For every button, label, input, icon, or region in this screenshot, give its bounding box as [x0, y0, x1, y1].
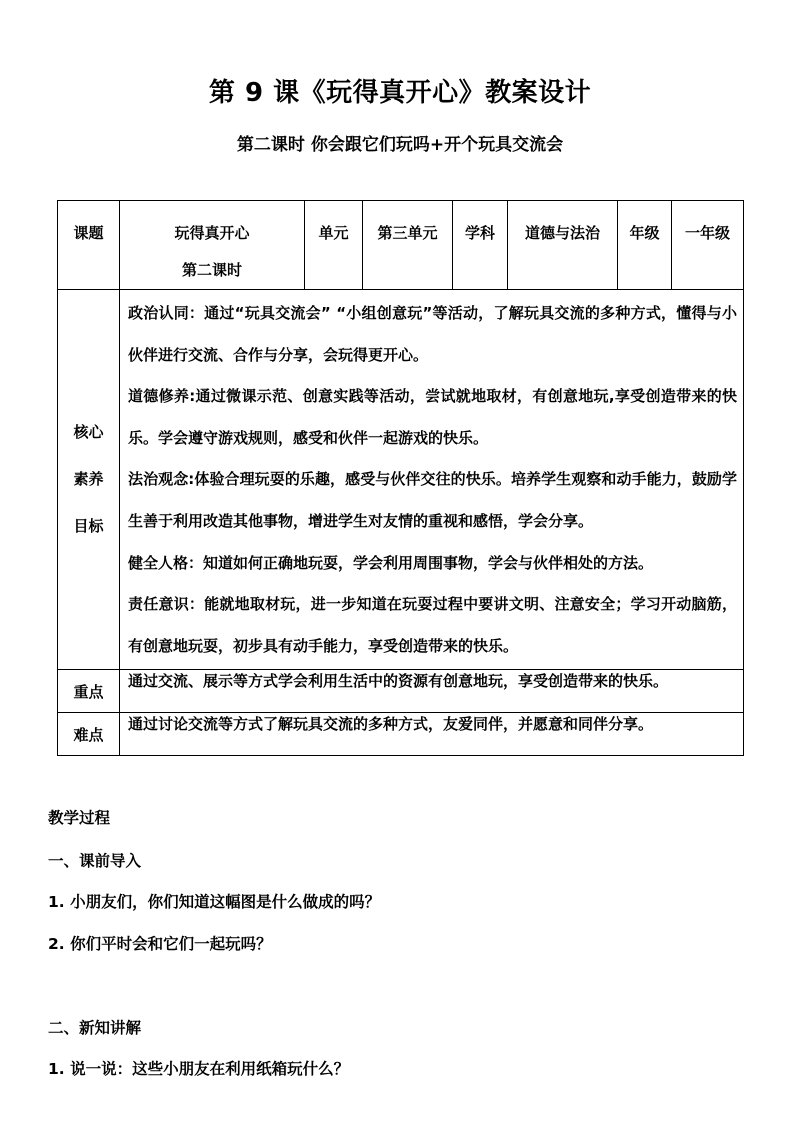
- goal-sound-personality: 健全人格：知道如何正确地玩耍，学会利用周围事物，学会与伙伴相处的方法。: [128, 553, 654, 572]
- subject-label-cell: [453, 201, 508, 290]
- goal-political-identity: 政治认同：通过“玩具交流会” “小组创意玩”等活动，了解玩具交流的多种方式，懂得与小伙伴进行交流、合作与分享，会玩得更开心。: [128, 304, 737, 364]
- page-subtitle: 第二课时 你会跟它们玩吗+开个玩具交流会: [236, 135, 564, 155]
- part2-question-1: 1. 说一说：这些小朋友在利用纸箱玩什么？: [48, 1060, 350, 1078]
- subject-label: 学科: [464, 224, 495, 242]
- core-goals-row: [58, 290, 744, 670]
- core-goals-content: [120, 290, 744, 670]
- goal-moral-cultivation: 道德修养:通过微课示范、创意实践等活动，尝试就地取材，有创意地玩,享受创造带来的快乐。学会遵守游戏规则，感受和伙伴一起游戏的快乐。: [128, 387, 737, 447]
- part1-question-2: 2. 你们平时会和它们一起玩吗？: [48, 935, 272, 953]
- grade-label-cell: [618, 201, 672, 290]
- unit-value: 第三单元: [377, 224, 438, 242]
- key-point-row: [58, 670, 744, 713]
- unit-label-cell: [305, 201, 363, 290]
- grade-value-cell: [672, 201, 744, 290]
- difficulty-text: 通过讨论交流等方式了解玩具交流的多种方式，友爱同伴，并愿意和同伴分享。: [120, 713, 744, 756]
- course-value-cell: [120, 201, 305, 290]
- core-goals-label-line2: 素养: [73, 470, 104, 488]
- course-value-line2: 第二课时: [181, 261, 242, 279]
- course-value-line1: 玩得真开心: [174, 224, 250, 242]
- goal-rule-of-law: 法治观念:体验合理玩耍的乐趣，感受与伙伴交往的快乐。培养学生观察和动手能力，鼓励学生善于利用改造其他事物，增进学生对友情的重视和感悟，学会分享。: [128, 470, 737, 530]
- difficulty-label: 难点: [58, 713, 120, 756]
- page-title: 第 9 课《玩得真开心》教案设计: [208, 78, 592, 108]
- goal-responsibility: 责任意识：能就地取材玩，进一步知道在玩耍过程中要讲文明、注意安全；学习开动脑筋，有创意地玩耍，初步具有动手能力，享受创造带来的快乐。: [128, 595, 737, 655]
- lesson-plan-table: [57, 200, 744, 756]
- unit-label: 单元: [318, 224, 349, 242]
- course-label: 课题: [73, 224, 104, 242]
- core-goals-label-line3: 目标: [73, 517, 104, 535]
- core-goals-label-cell: [58, 290, 120, 670]
- process-heading: 教学过程: [48, 809, 111, 827]
- grade-value: 一年级: [684, 224, 730, 242]
- part1-heading: 一、课前导入: [48, 852, 142, 870]
- key-point-label: 重点: [58, 670, 120, 713]
- subject-value-cell: [508, 201, 618, 290]
- unit-value-cell: [363, 201, 453, 290]
- difficulty-row: [58, 713, 744, 756]
- part2-heading: 二、新知讲解: [48, 1019, 142, 1037]
- subject-value: 道德与法治: [524, 224, 600, 242]
- course-label-cell: [58, 201, 120, 290]
- core-goals-label-line1: 核心: [73, 423, 104, 441]
- part1-question-1: 1. 小朋友们，你们知道这幅图是什么做成的吗？: [48, 893, 381, 911]
- table-header-row: [58, 201, 744, 290]
- key-point-text: 通过交流、展示等方式学会利用生活中的资源有创意地玩，享受创造带来的快乐。: [120, 670, 744, 713]
- grade-label: 年级: [629, 224, 660, 242]
